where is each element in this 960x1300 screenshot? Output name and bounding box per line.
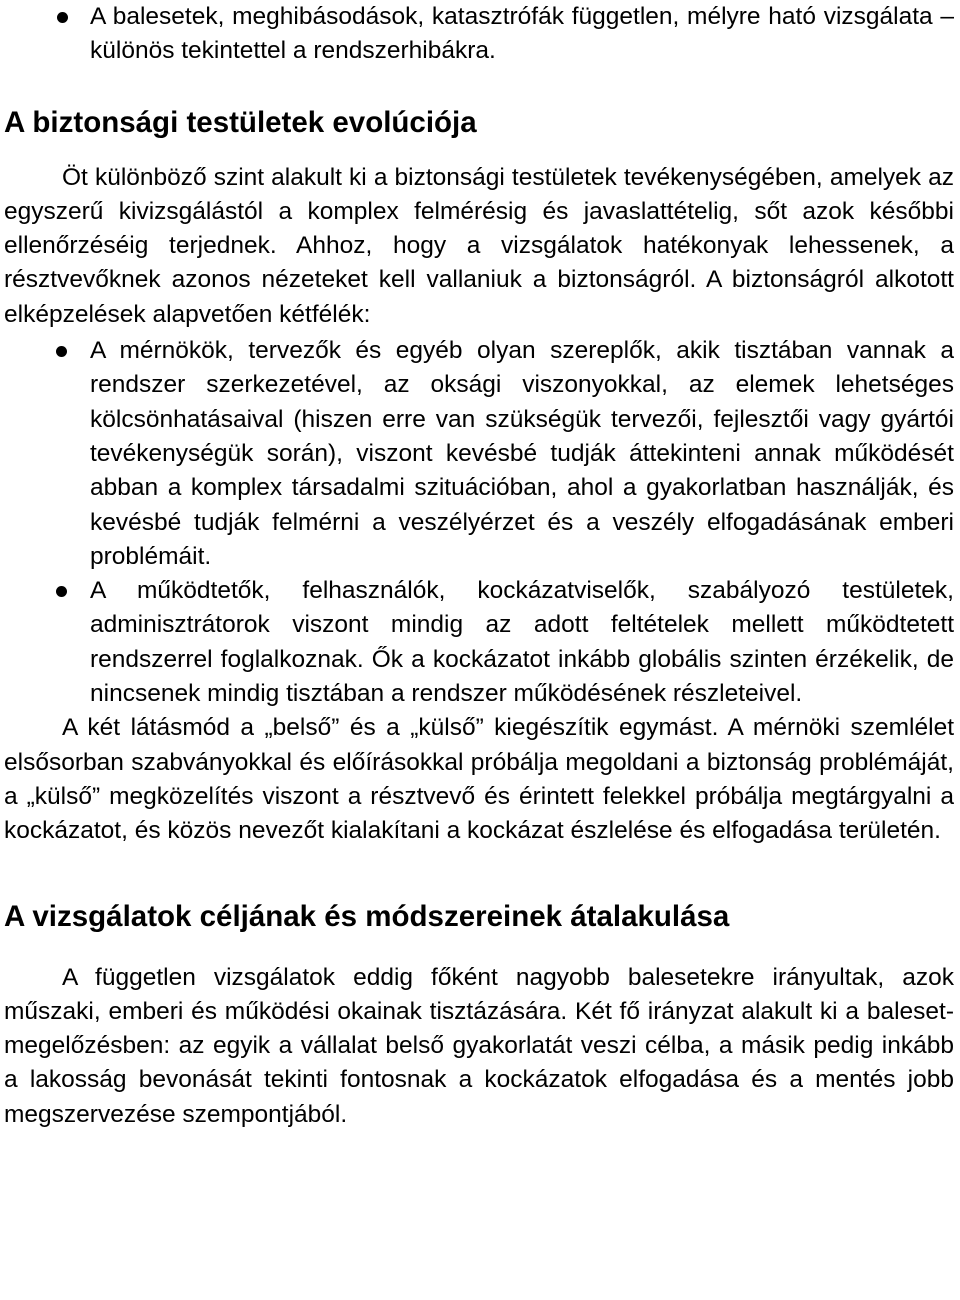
- section-heading-evolution: A biztonsági testületek evolúciója: [4, 105, 477, 139]
- bullet-text: A működtetők, felhasználók, kockázatviselők, szabályozó testületek, adminisztrátorok viszont mindig az adott feltételek mellett működtetett rendszerrel foglalkoznak. Ők a kockázatot inkább globális szinten érzékelik, de nincsenek mindig tisztában a rendszer működésének részleteivel.: [90, 577, 954, 708]
- bullet-icon: [56, 346, 67, 357]
- list-item: [4, 334, 954, 574]
- paragraph-two-views: A két látásmód a „belső” és a „külső” kiegészítik egymást. A mérnöki szemlélet elsősorban szabványokkal és előírásokkal próbálja megoldani a biztonság problémáját, a „külső” megközelítés viszont a résztvevő és érintett felekkel próbálja megtárgyalni a kockázatot, és közös nevezőt kialakítani a kockázat észlelése és elfogadása területén.: [4, 714, 954, 845]
- bullet-text: A balesetek, meghibásodások, katasztrófák független, mélyre ható vizsgálata – különös tekintettel a rendszerhibákra.: [90, 3, 954, 65]
- list-item: [4, 574, 954, 711]
- list-item: [4, 0, 954, 69]
- section-heading-methods: A vizsgálatok céljának és módszereinek átalakulása: [4, 899, 730, 933]
- bullet-icon: [56, 586, 67, 597]
- intro-bullet-list: [4, 0, 954, 69]
- bullet-icon: [57, 12, 68, 23]
- bullet-text: A mérnökök, tervezők és egyéb olyan szereplők, akik tisztában vannak a rendszer szerkezetével, az oksági viszonyokkal, az elemek lehetséges kölcsönhatásaival (hiszen erre van szükségük tervezői, fejlesztői vagy gyártói tevékenységük során), viszont kevésbé tudják áttekinteni annak működését abban a komplex társadalmi szituációban, ahol a gyakorlatban használják, és kevésbé tudják felmérni a veszélyérzet és a veszély elfogadásának emberi problémáit.: [90, 337, 954, 570]
- views-bullet-list: [4, 334, 954, 711]
- paragraph-levels: Öt különböző szint alakult ki a biztonsági testületek tevékenységében, amelyek az egyszerű kivizsgálástól a komplex felmérésig és javaslattételig, sőt azok későbbi ellenőrzéséig terjednek. Ahhoz, hogy a vizsgálatok hatékonyak lehessenek, a résztvevőknek azonos nézeteket kell vallaniuk a biztonságról. A biztonságról alkotott elképzelések alapvetően kétfélék:: [4, 163, 954, 328]
- paragraph-investigations: A független vizsgálatok eddig főként nagyobb balesetekre irányultak, azok műszaki, emberi és működési okainak tisztázására. Két fő irányzat alakult ki a baleset-megelőzésben: az egyik a vállalat belső gyakorlatát veszi célba, a másik pedig inkább a lakosság bevonását tekinti fontosnak a kockázatok elfogadása és a mentés jobb megszervezése szempontjából.: [4, 963, 954, 1128]
